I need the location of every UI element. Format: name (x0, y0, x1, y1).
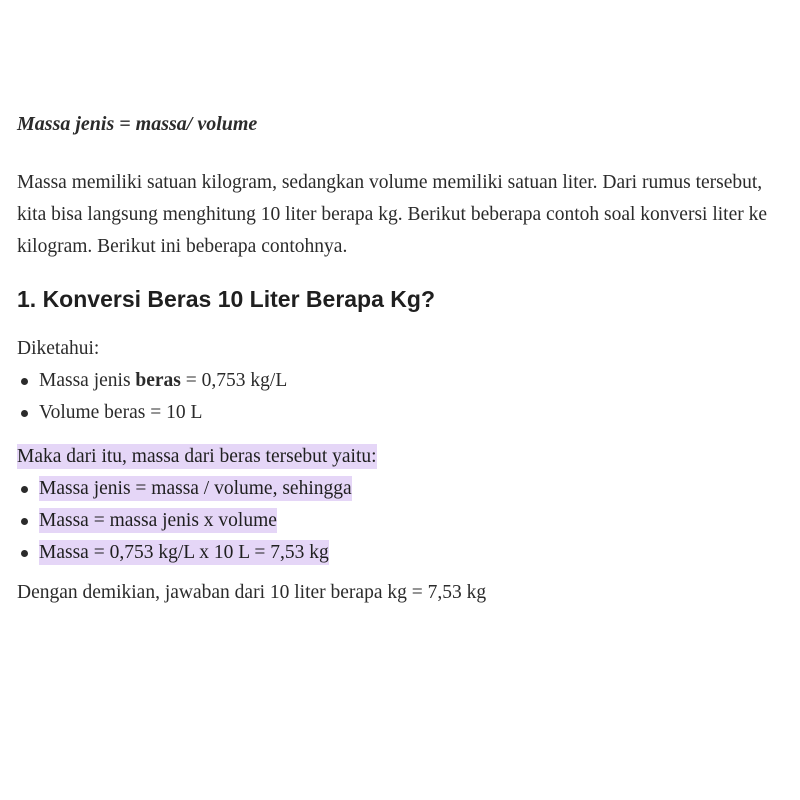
known-item-suffix: = 0,753 kg/L (180, 370, 288, 391)
step-text: Massa = massa jenis x volume (39, 510, 277, 531)
list-item (17, 537, 777, 569)
intro-paragraph: Massa memiliki satuan kilogram, sedangkan volume memiliki satuan liter. Dari rumus tersebut, kita bisa langsung menghitung 10 liter berapa kg. Berikut beberapa contoh soal konversi liter ke kilogram. Berikut ini beberapa contohnya. (17, 172, 768, 257)
bullet-icon (21, 550, 28, 557)
list-item (17, 505, 777, 537)
steps-list (17, 473, 777, 569)
formula-text: Massa jenis = massa/ volume (17, 113, 258, 135)
highlighted-text: Maka dari itu, massa dari beras tersebut yaitu: (17, 446, 377, 467)
section-heading: 1. Konversi Beras 10 Liter Berapa Kg? (17, 286, 435, 312)
known-label: Diketahui: (17, 338, 100, 359)
known-list (17, 365, 777, 429)
bullet-icon (21, 486, 28, 493)
conclusion-paragraph: Dengan demikian, jawaban dari 10 liter berapa kg = 7,53 kg (17, 582, 487, 603)
bullet-icon (21, 410, 28, 417)
step-text: Massa = 0,753 kg/L x 10 L = 7,53 kg (39, 542, 329, 563)
article-body (17, 108, 777, 609)
known-item-text: Volume beras = 10 L (39, 402, 203, 423)
known-item-bold: beras (135, 370, 181, 391)
step-text: Massa jenis = massa / volume, sehingga (39, 478, 352, 499)
bullet-icon (21, 378, 28, 385)
list-item (17, 397, 777, 429)
list-item (17, 473, 777, 505)
list-item (17, 365, 777, 397)
bullet-icon (21, 518, 28, 525)
known-item-prefix: Massa jenis (39, 370, 136, 391)
result-intro (17, 441, 777, 473)
